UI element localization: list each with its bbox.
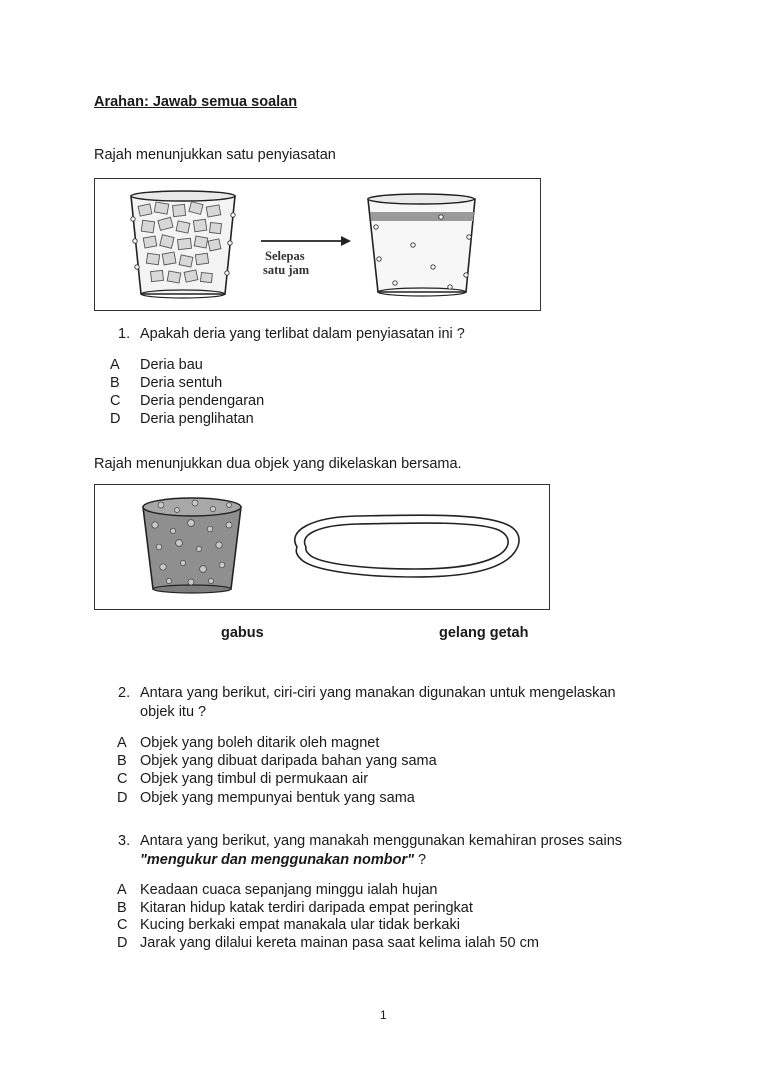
q3-text-line1: Antara yang berikut, yang manakah menggunakan kemahiran proses sains: [140, 833, 623, 849]
page-number: 1: [380, 1008, 387, 1022]
q2-text-line1: Antara yang berikut, ciri-ciri yang manakan digunakan untuk mengelaskan: [140, 685, 616, 701]
q1-option-letter: C: [110, 393, 121, 409]
q2-option-letter: B: [117, 753, 127, 769]
q1-text: Apakah deria yang terlibat dalam penyiasatan ini ?: [140, 326, 465, 342]
q2-option-text: Objek yang mempunyai bentuk yang sama: [140, 790, 415, 806]
label-cork: gabus: [221, 625, 264, 641]
cup-with-water-icon: [368, 194, 475, 296]
figure1-box: [94, 178, 541, 311]
q1-option-letter: A: [110, 357, 120, 373]
q3-option-text: Kucing berkaki empat manakala ular tidak berkaki: [140, 917, 460, 933]
q2-option-text: Objek yang dibuat daripada bahan yang sama: [140, 753, 437, 769]
q2-option-letter: D: [117, 790, 128, 806]
q3-emphasis: "mengukur dan menggunakan nombor": [140, 852, 414, 868]
label-rubber-band: gelang getah: [439, 625, 529, 641]
figure2-illustration: [95, 485, 549, 609]
q2-option-letter: A: [117, 735, 127, 751]
q1-option-letter: D: [110, 411, 121, 427]
q2-option-text: Objek yang timbul di permukaan air: [140, 771, 369, 787]
q1-option-text: Deria pendengaran: [140, 393, 265, 409]
q2-option-letter: C: [117, 771, 128, 787]
q3-option-letter: C: [117, 917, 128, 933]
page-heading: Arahan: Jawab semua soalan: [94, 94, 298, 110]
q3-number: 3.: [118, 833, 131, 849]
rubber-band-icon: [295, 515, 519, 577]
q1-option-letter: B: [110, 375, 120, 391]
figure1-intro: Rajah menunjukkan satu penyiasatan: [94, 147, 336, 163]
q3-option-text: Kitaran hidup katak terdiri daripada empat peringkat: [140, 900, 473, 916]
q3-text-line2: [140, 852, 426, 868]
figure1-label-line1: Selepas: [265, 249, 305, 263]
figure1-illustration: [95, 179, 540, 310]
q3-option-letter: A: [117, 882, 127, 898]
q2-text-line2: objek itu ?: [140, 704, 207, 720]
q3-option-letter: B: [117, 900, 127, 916]
q1-option-text: Deria bau: [140, 357, 203, 373]
cork-icon: [143, 498, 241, 593]
q1-number: 1.: [118, 326, 131, 342]
figure1-label-line2: satu jam: [263, 263, 310, 277]
q3-option-text: Jarak yang dilalui kereta mainan pasa saat kelima ialah 50 cm: [140, 935, 539, 951]
q2-number: 2.: [118, 685, 131, 701]
arrow-icon: [261, 236, 351, 246]
q3-option-letter: D: [117, 935, 128, 951]
cup-with-ice-icon: [131, 191, 235, 298]
q1-option-text: Deria penglihatan: [140, 411, 254, 427]
q1-option-text: Deria sentuh: [140, 375, 223, 391]
q3-option-text: Keadaan cuaca sepanjang minggu ialah hujan: [140, 882, 438, 898]
q2-option-text: Objek yang boleh ditarik oleh magnet: [140, 735, 380, 751]
q3-text-line2-tail: ?: [413, 852, 427, 868]
figure2-box: [94, 484, 550, 610]
figure2-intro: Rajah menunjukkan dua objek yang dikelaskan bersama.: [94, 456, 462, 472]
